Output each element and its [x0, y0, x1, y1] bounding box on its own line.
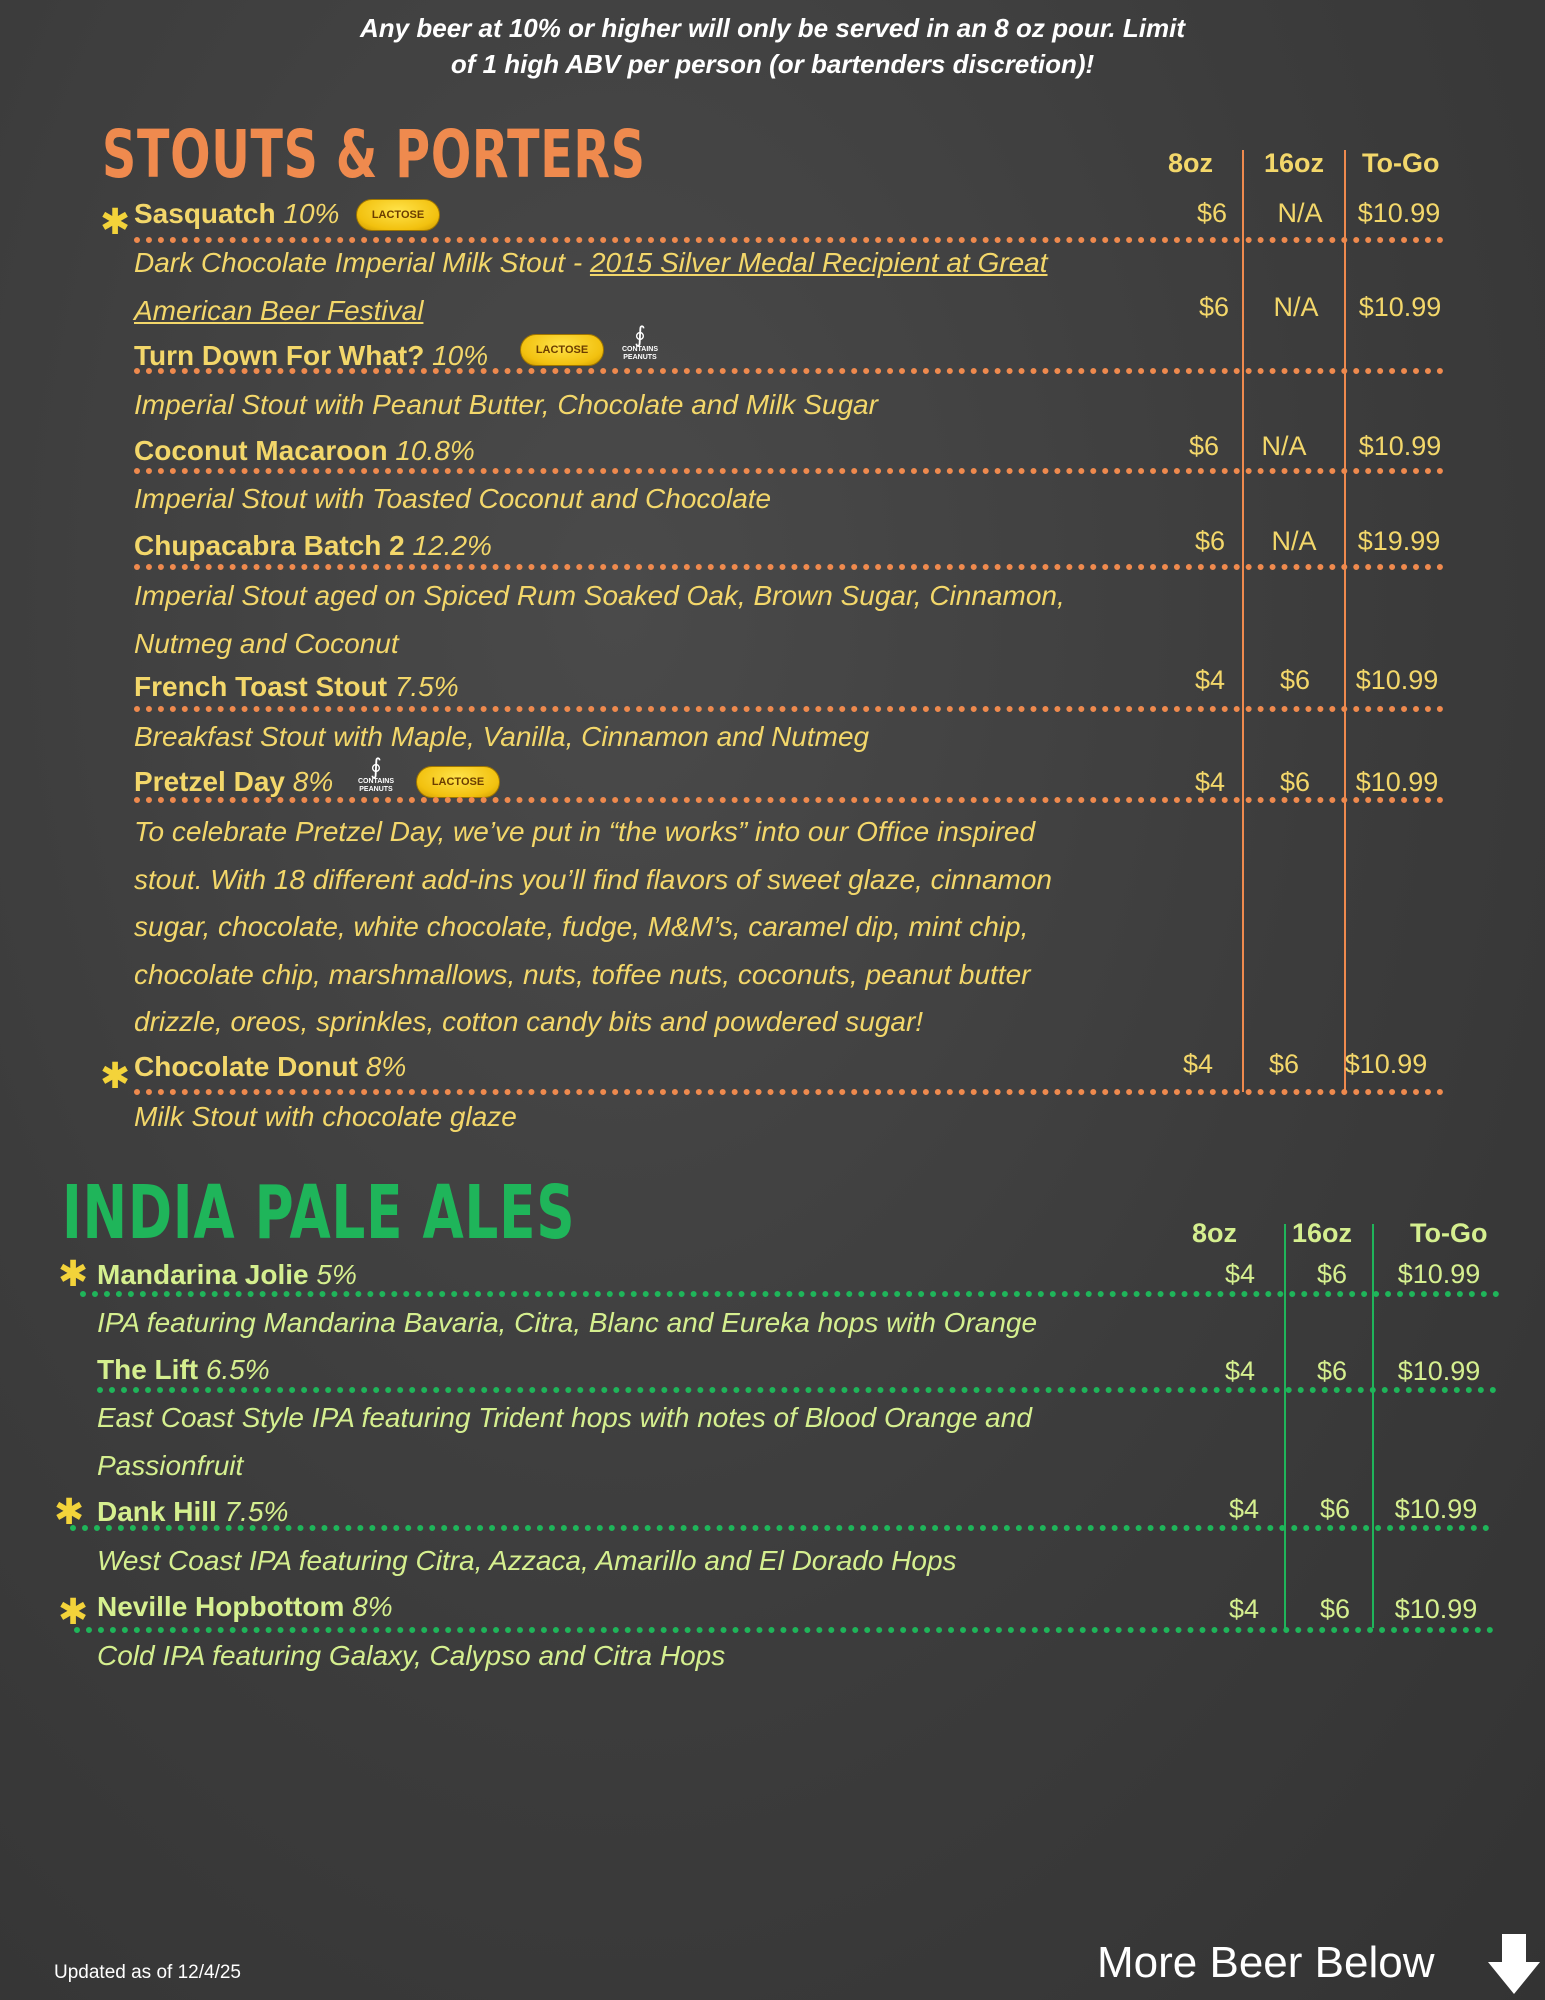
- beer-description: Dark Chocolate Imperial Milk Stout - 2015 Silver Medal Recipient at Great American Beer Festival: [134, 247, 1048, 326]
- staff-pick-star-icon: ✱: [58, 1253, 89, 1294]
- price-16oz: N/A: [1271, 526, 1317, 556]
- price-8oz: $4: [1194, 665, 1226, 695]
- notice-line-1: Any beer at 10% or higher will only be served in an 8 oz pour. Limit: [360, 13, 1185, 43]
- price-8oz: $4: [1228, 1494, 1260, 1524]
- row-divider: [134, 468, 1444, 474]
- row-divider: [80, 1291, 1500, 1297]
- contains-peanuts-icon: ∮ CONTAINS PEANUTS: [357, 754, 395, 793]
- beer-name-the-lift: The Lift 6.5%: [97, 1354, 270, 1385]
- beer-name-turn-down-for-what: Turn Down For What? 10%: [134, 340, 489, 371]
- price-8oz: $4: [1194, 767, 1226, 797]
- stouts-header-16oz: 16oz: [1264, 148, 1325, 178]
- price-8oz: $4: [1228, 1594, 1260, 1624]
- beer-description: East Coast Style IPA featuring Trident hops with notes of Blood Orange and Passionfruit: [97, 1402, 1032, 1481]
- price-togo: $10.99: [1355, 767, 1439, 797]
- beer-name-dank-hill: Dank Hill 7.5%: [97, 1496, 289, 1527]
- ipa-header-8oz: 8oz: [1192, 1218, 1238, 1248]
- row-divider: [97, 1387, 1497, 1393]
- beer-name-pretzel-day: Pretzel Day 8%: [134, 766, 334, 797]
- stouts-section-title: STOUTS & PORTERS: [102, 116, 646, 193]
- row-divider: [70, 1525, 1490, 1531]
- beer-description: Imperial Stout with Peanut Butter, Chocolate and Milk Sugar: [134, 389, 878, 420]
- stouts-header-togo: To-Go: [1362, 148, 1440, 178]
- price-8oz: $6: [1196, 198, 1228, 228]
- price-8oz: $4: [1182, 1049, 1214, 1079]
- price-togo: $10.99: [1394, 1494, 1478, 1524]
- row-divider: [134, 706, 1444, 712]
- beer-description: Milk Stout with chocolate glaze: [134, 1101, 517, 1132]
- beer-name-sasquatch: Sasquatch 10%: [134, 198, 340, 229]
- price-togo: $10.99: [1355, 665, 1439, 695]
- ipa-section-title: INDIA PALE ALES: [62, 1170, 576, 1256]
- more-beer-below-label: More Beer Below: [1097, 1938, 1435, 1987]
- beer-description: Breakfast Stout with Maple, Vanilla, Cinnamon and Nutmeg: [134, 721, 870, 752]
- staff-pick-star-icon: ✱: [100, 1055, 131, 1096]
- price-16oz: N/A: [1277, 198, 1323, 228]
- ipa-header-16oz: 16oz: [1292, 1218, 1353, 1248]
- price-togo: $10.99: [1357, 198, 1441, 228]
- beer-name-neville-hopbottom: Neville Hopbottom 8%: [97, 1591, 393, 1622]
- beer-name-chocolate-donut: Chocolate Donut 8%: [134, 1051, 407, 1082]
- down-arrow-icon: [1488, 1934, 1540, 1999]
- updated-date: Updated as of 12/4/25: [54, 1962, 241, 1983]
- price-16oz: $6: [1319, 1594, 1351, 1624]
- price-16oz: $6: [1316, 1356, 1348, 1386]
- lactose-badge-icon: LACTOSE: [416, 766, 500, 798]
- staff-pick-star-icon: ✱: [58, 1591, 89, 1632]
- price-togo: $10.99: [1394, 1594, 1478, 1624]
- price-8oz: $4: [1224, 1356, 1256, 1386]
- price-togo: $10.99: [1344, 1049, 1428, 1079]
- price-16oz: N/A: [1261, 431, 1307, 461]
- price-16oz: N/A: [1273, 292, 1319, 322]
- row-divider: [134, 368, 1444, 374]
- price-16oz: $6: [1279, 767, 1311, 797]
- beer-description: Imperial Stout aged on Spiced Rum Soaked Oak, Brown Sugar, Cinnamon, Nutmeg and Coconut: [134, 580, 1065, 659]
- lactose-badge-icon: LACTOSE: [356, 199, 440, 231]
- price-16oz: $6: [1268, 1049, 1300, 1079]
- price-togo: $19.99: [1357, 526, 1441, 556]
- high-abv-notice: [0, 10, 1545, 82]
- beer-description: Cold IPA featuring Galaxy, Calypso and Citra Hops: [97, 1640, 726, 1671]
- price-16oz: $6: [1316, 1259, 1348, 1289]
- price-16oz: $6: [1279, 665, 1311, 695]
- price-8oz: $6: [1188, 431, 1220, 461]
- lactose-badge-icon: LACTOSE: [520, 334, 604, 366]
- price-togo: $10.99: [1358, 431, 1442, 461]
- beer-name-coconut-macaroon: Coconut Macaroon 10.8%: [134, 435, 475, 466]
- price-togo: $10.99: [1397, 1356, 1481, 1386]
- beer-description: Imperial Stout with Toasted Coconut and Chocolate: [134, 483, 772, 514]
- beer-description: To celebrate Pretzel Day, we’ve put in “the works” into our Office inspired stout. With 18 different add-ins you’ll find flavors of sweet glaze, cinnamon sugar, chocolate, white chocolate, fudge, M&M’s, caramel dip, mint chip, chocolate chip, marshmallows, nuts, toffee nuts, coconuts, peanut butter drizzle, oreos, sprinkles, cotton candy bits and powdered sugar!: [134, 816, 1052, 1037]
- beer-name-french-toast-stout: French Toast Stout 7.5%: [134, 671, 459, 702]
- beer-name-chupacabra-batch-2: Chupacabra Batch 2 12.2%: [134, 530, 492, 561]
- price-8oz: $4: [1224, 1259, 1256, 1289]
- ipa-header-togo: To-Go: [1410, 1218, 1488, 1248]
- staff-pick-star-icon: ✱: [54, 1491, 85, 1532]
- price-8oz: $6: [1198, 292, 1230, 322]
- stouts-header-8oz: 8oz: [1168, 148, 1214, 178]
- beer-description: IPA featuring Mandarina Bavaria, Citra, Blanc and Eureka hops with Orange: [97, 1307, 1038, 1338]
- price-8oz: $6: [1194, 526, 1226, 556]
- contains-peanuts-icon: ∮ CONTAINS PEANUTS: [621, 322, 659, 361]
- beer-name-mandarina-jolie: Mandarina Jolie 5%: [97, 1259, 357, 1290]
- notice-line-2: of 1 high ABV per person (or bartenders discretion)!: [450, 49, 1095, 79]
- row-divider: [134, 564, 1444, 570]
- beer-description: West Coast IPA featuring Citra, Azzaca, Amarillo and El Dorado Hops: [97, 1545, 957, 1576]
- price-16oz: $6: [1319, 1494, 1351, 1524]
- price-togo: $10.99: [1358, 292, 1442, 322]
- staff-pick-star-icon: ✱: [100, 201, 131, 242]
- price-togo: $10.99: [1397, 1259, 1481, 1289]
- row-divider: [134, 797, 1444, 803]
